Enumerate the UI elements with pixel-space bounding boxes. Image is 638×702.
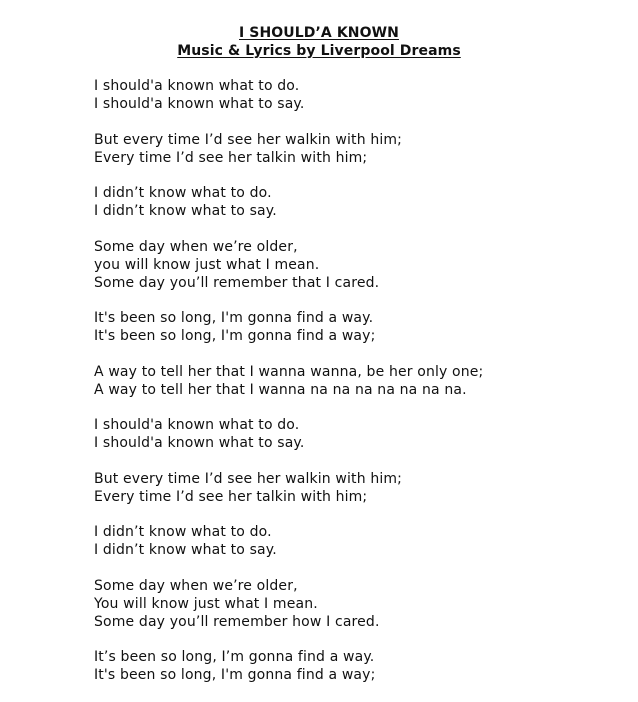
stanza bbox=[94, 184, 614, 220]
stanza bbox=[94, 363, 614, 399]
lyric-line: A way to tell her that I wanna na na na na na na na. bbox=[94, 381, 467, 398]
lyric-line: Some day when we’re older, bbox=[94, 238, 298, 255]
stanza bbox=[94, 416, 614, 452]
lyrics-body bbox=[94, 77, 614, 702]
lyric-line: It’s been so long, I’m gonna find a way. bbox=[94, 649, 375, 665]
stanza bbox=[94, 238, 614, 292]
lyric-line: I didn’t know what to say. bbox=[94, 542, 277, 558]
stanza bbox=[94, 470, 614, 506]
lyric-line: Some day you’ll remember that I cared. bbox=[94, 274, 380, 291]
stanza bbox=[94, 648, 614, 684]
lyric-line: A way to tell her that I wanna wanna, be her only one; bbox=[94, 363, 484, 380]
lyric-line: I didn’t know what to say. bbox=[94, 203, 277, 219]
lyric-line: Some day you’ll remember how I cared. bbox=[94, 613, 380, 630]
lyric-line: But every time I’d see her walkin with him; bbox=[94, 131, 403, 148]
lyric-line: I didn’t know what to do. bbox=[94, 185, 272, 201]
stanza bbox=[94, 309, 614, 345]
lyric-line: I should'a known what to do. bbox=[94, 78, 300, 94]
stanza bbox=[94, 523, 614, 559]
lyric-line: It's been so long, I'm gonna find a way. bbox=[94, 310, 374, 326]
lyric-line: You will know just what I mean. bbox=[94, 595, 318, 612]
stanza bbox=[94, 577, 614, 631]
lyric-line: But every time I’d see her walkin with him; bbox=[94, 470, 403, 487]
lyric-line: I didn’t know what to do. bbox=[94, 524, 272, 540]
lyric-line: I should'a known what to say. bbox=[94, 435, 305, 451]
lyric-line: I should'a known what to say. bbox=[94, 96, 305, 112]
lyric-line: Every time I’d see her talkin with him; bbox=[94, 149, 368, 166]
lyric-line: It's been so long, I'm gonna find a way; bbox=[94, 667, 376, 683]
lyric-line: I should'a known what to do. bbox=[94, 417, 300, 433]
stanza bbox=[94, 131, 614, 167]
lyric-line: Some day when we’re older, bbox=[94, 577, 298, 594]
song-title: I SHOULD’A KNOWN bbox=[239, 25, 399, 41]
song-credits: Music & Lyrics by Liverpool Dreams bbox=[177, 43, 461, 59]
song-header bbox=[0, 24, 638, 60]
lyric-line: Every time I’d see her talkin with him; bbox=[94, 488, 368, 505]
lyric-line: It's been so long, I'm gonna find a way; bbox=[94, 328, 376, 344]
lyric-line: you will know just what I mean. bbox=[94, 256, 320, 273]
stanza bbox=[94, 77, 614, 113]
